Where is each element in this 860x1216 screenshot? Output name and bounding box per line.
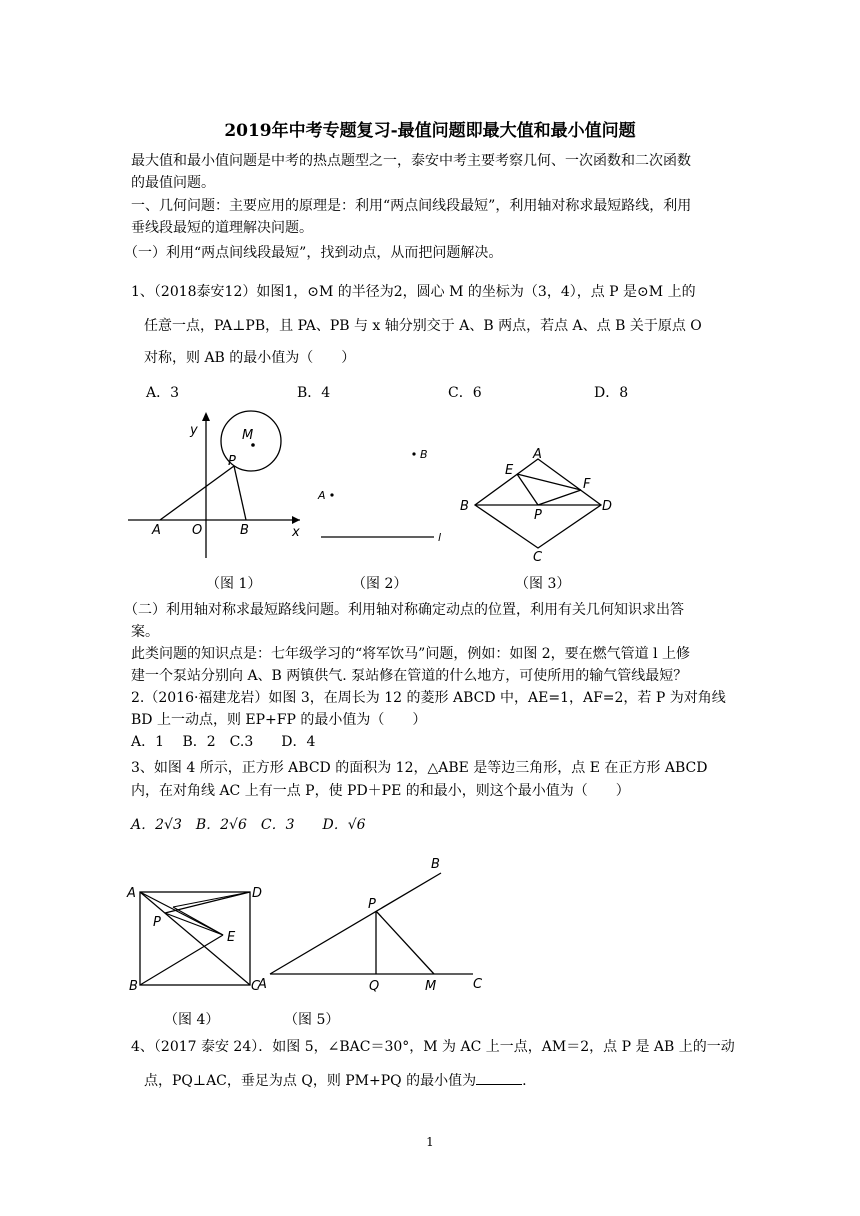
figure-2 (310, 440, 440, 550)
q1-line-1: 1、（2018泰安12）如图1，⊙M 的半径为2，圆心 M 的坐标为（3，4），点 P 是⊙M 上的 (131, 284, 696, 300)
intro-line-2: 的最值问题。 (131, 175, 215, 191)
q4-line-1: 4、（2017 泰安 24）．如图 5，∠BAC＝30°，M 为 AC 上一点，AM＝2，点 P 是 AB 上的一动 (131, 1039, 735, 1055)
fig1-label-o: O (192, 523, 203, 538)
q2-line-2: BD 上一动点，则 EP+FP 的最小值为（ ） (131, 712, 427, 728)
fig4-label-e: E (227, 930, 236, 945)
page-title: 2019年中考专题复习-最值问题即最大值和最小值问题 (224, 121, 636, 141)
part1-line-2: 垂线段最短的道理解决问题。 (131, 220, 313, 236)
q1-option-c: C．6 (448, 385, 482, 401)
fig1-label-m: M (242, 428, 254, 443)
q2-line-1: 2.（2016·福建龙岩）如图 3，在周长为 12 的菱形 ABCD 中，AE=1，AF=2，若 P 为对角线 (131, 690, 726, 706)
fig3-label-p: P (534, 508, 542, 523)
q2-options: A．1 B．2 C.3 D．4 (131, 734, 316, 750)
fig1-label-x: x (292, 525, 300, 540)
caption-figure-5: （图 5） (284, 1012, 340, 1028)
fig4-label-b: B (129, 979, 138, 994)
q3-options: A．2√3 B．2√6 C．3 D．√6 (131, 817, 366, 833)
knowledge-line-2: 建一个泵站分别向 A、B 两镇供气. 泵站修在管道的什么地方，可使所用的输气管线最短？ (131, 668, 688, 684)
section1-heading: （一）利用“两点间线段最短”，找到动点，从而把问题解决。 (124, 245, 503, 261)
fig3-label-d: D (602, 499, 613, 514)
fig4-label-p: P (153, 915, 161, 930)
section2-line-1: （二）利用轴对称求最短路线问题。利用轴对称确定动点的位置，利用有关几何知识求出答 (124, 602, 684, 618)
fig1-label-p: P (228, 454, 236, 469)
fig3-label-c: C (533, 550, 543, 565)
caption-figure-1: （图 1） (206, 576, 262, 592)
q1-line-2: 任意一点，PA⊥PB，且 PA、PB 与 x 轴分别交于 A、B 两点，若点 A、点 B 关于原点 O (144, 318, 702, 334)
q4-line-2-end: . (522, 1073, 527, 1089)
q3-line-2: 内，在对角线 AC 上有一点 P，使 PD＋PE 的和最小，则这个最小值为（ ） (131, 783, 630, 799)
caption-figure-2: （图 2） (352, 576, 408, 592)
caption-figure-4: （图 4） (164, 1012, 220, 1028)
fig3-label-a: A (533, 447, 542, 462)
part1-line-1: 一、几何问题：主要应用的原理是：利用“两点间线段最短”，利用轴对称求最短路线，利用 (131, 198, 692, 214)
fig1-label-a: A (152, 523, 161, 538)
figure-1 (128, 408, 308, 563)
q1-option-d: D．8 (594, 385, 629, 401)
fig2-label-l: l (438, 531, 442, 544)
fig5-label-b: B (431, 857, 440, 872)
fig2-label-b: B (420, 448, 428, 461)
fig3-label-b: B (460, 499, 469, 514)
fig5-label-a: A (258, 977, 267, 992)
fig1-label-y: y (190, 423, 198, 438)
figure-4 (125, 855, 265, 1000)
q3-line-1: 3、如图 4 所示，正方形 ABCD 的面积为 12，△ABE 是等边三角形，点 E 在正方形 ABCD (131, 760, 708, 776)
q1-option-b: B．4 (297, 385, 331, 401)
answer-blank[interactable] (476, 1070, 522, 1085)
figure-3 (456, 444, 616, 564)
fig1-label-b: B (240, 523, 249, 538)
section2-line-2: 案。 (131, 624, 159, 640)
fig5-label-p: P (368, 897, 376, 912)
q4-line-2-text: 点，PQ⊥AC，垂足为点 Q，则 PM+PQ 的最小值为 (144, 1073, 477, 1089)
fig5-label-m: M (425, 979, 437, 994)
fig2-label-a: A (318, 489, 326, 502)
caption-figure-3: （图 3） (515, 576, 571, 592)
fig3-label-e: E (505, 463, 514, 478)
fig5-label-c: C (473, 977, 483, 992)
q1-option-a: A．3 (146, 385, 180, 401)
fig3-label-f: F (583, 477, 591, 492)
fig4-label-a: A (127, 886, 136, 901)
figure-5 (255, 850, 495, 1000)
page-number: 1 (426, 1135, 434, 1149)
fig4-label-c: C (251, 979, 261, 994)
q4-line-2 (144, 1070, 527, 1091)
fig5-label-q: Q (369, 979, 380, 994)
fig4-label-d: D (252, 886, 263, 901)
knowledge-line-1: 此类问题的知识点是：七年级学习的“将军饮马”问题，例如：如图 2，要在燃气管道 l 上修 (131, 646, 691, 662)
q1-line-3: 对称，则 AB 的最小值为（ ） (144, 350, 356, 366)
intro-line-1: 最大值和最小值问题是中考的热点题型之一，泰安中考主要考察几何、一次函数和二次函数 (131, 153, 691, 169)
